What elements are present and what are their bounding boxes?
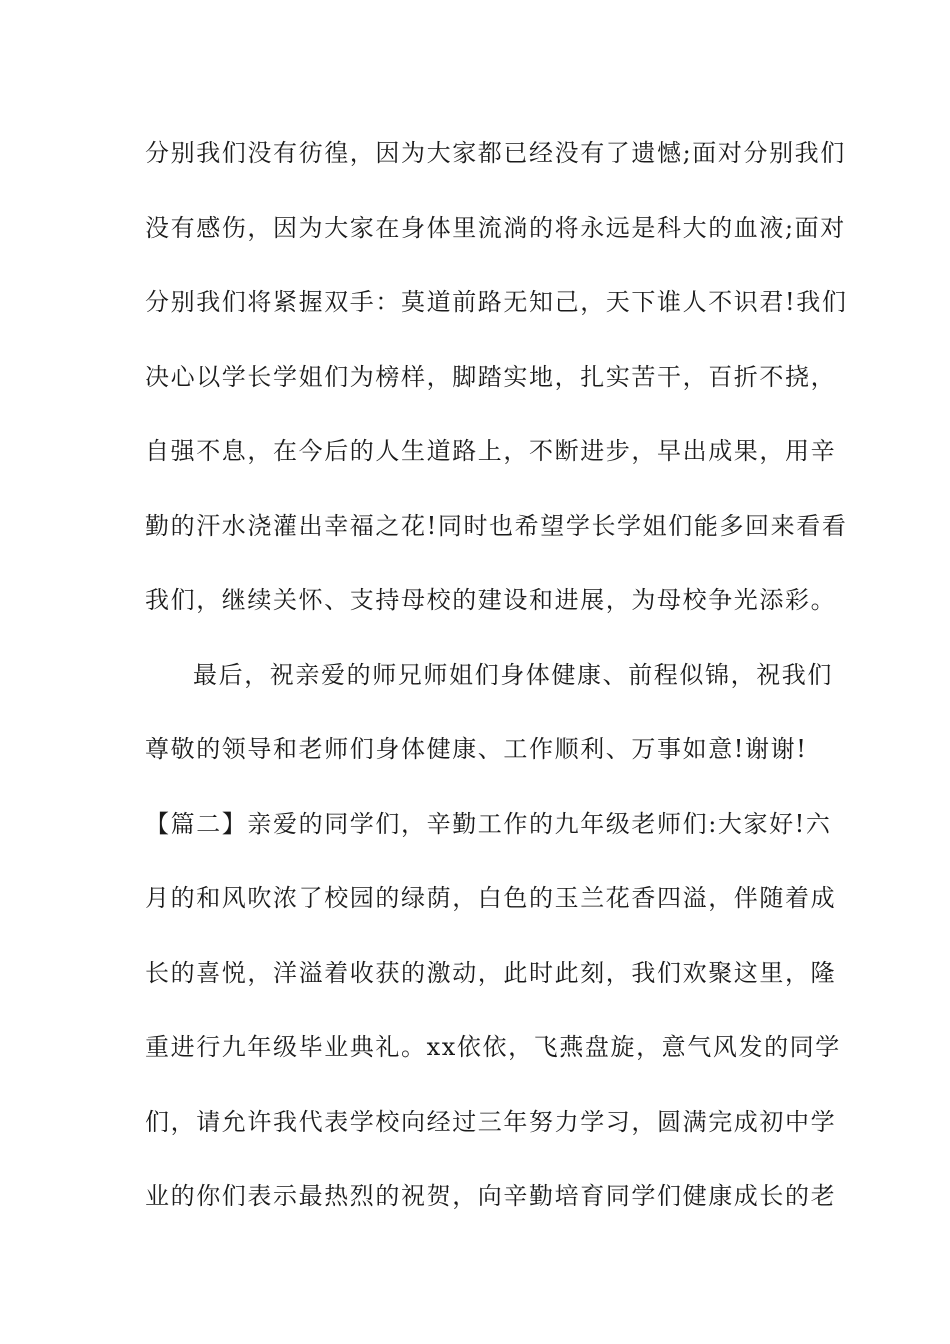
paragraph-start-line: 最后，祝亲爱的师兄师姐们身体健康、前程似锦，祝我们 bbox=[193, 660, 833, 689]
text-line: 勤的汗水浇灌出幸福之花!同时也希望学长学姐们能多回来看看 bbox=[145, 511, 848, 540]
text-line: 我们，继续关怀、支持母校的建设和进展，为母校争光添彩。 bbox=[145, 586, 837, 614]
document-body bbox=[145, 128, 848, 1246]
text-line: 尊敬的领导和老师们身体健康、工作顺利、万事如意!谢谢! bbox=[145, 735, 808, 763]
text-line: 们，请允许我代表学校向经过三年努力学习，圆满完成初中学 bbox=[145, 1107, 837, 1136]
text-line: 决心以学长学姐们为榜样，脚踏实地，扎实苦干，百折不挠， bbox=[145, 362, 837, 391]
text-line: 没有感伤，因为大家在身体里流淌的将永远是科大的血液;面对 bbox=[145, 213, 846, 242]
text-line: 业的你们表示最热烈的祝贺，向辛勤培育同学们健康成长的老 bbox=[145, 1182, 837, 1210]
text-line: 重进行九年级毕业典礼。xx依依，飞燕盘旋，意气风发的同学 bbox=[145, 1033, 841, 1061]
section-heading-line: 【篇二】亲爱的同学们，辛勤工作的九年级老师们:大家好!六 bbox=[145, 809, 832, 838]
text-line: 自强不息，在今后的人生道路上，不断进步，早出成果，用辛 bbox=[145, 437, 837, 465]
text-line: 月的和风吹浓了校园的绿荫，白色的玉兰花香四溢，伴随着成 bbox=[145, 884, 837, 912]
text-line: 分别我们没有彷徨，因为大家都已经没有了遗憾;面对分别我们 bbox=[145, 139, 846, 167]
text-line: 长的喜悦，洋溢着收获的激动，此时此刻，我们欢聚这里，隆 bbox=[145, 958, 837, 987]
text-line: 分别我们将紧握双手：莫道前路无知己，天下谁人不识君!我们 bbox=[145, 288, 848, 316]
